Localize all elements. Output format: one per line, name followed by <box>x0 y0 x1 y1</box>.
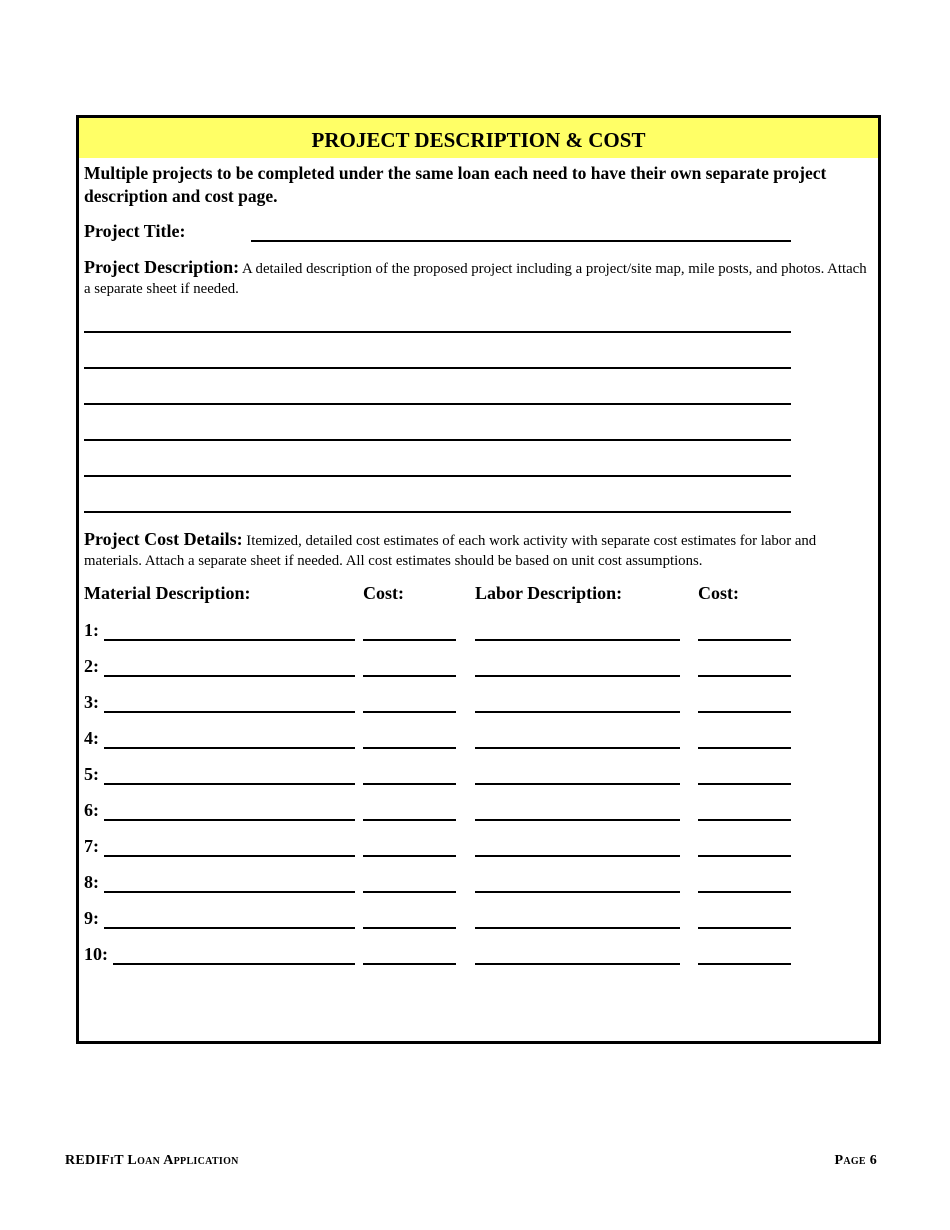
description-line[interactable] <box>84 403 791 405</box>
labor-cost-field[interactable] <box>698 639 791 641</box>
row-number: 9: <box>84 908 99 928</box>
material-cost-header: Cost: <box>363 583 404 603</box>
description-line[interactable] <box>84 475 791 477</box>
material-description-field[interactable] <box>104 819 355 821</box>
labor-description-field[interactable] <box>475 783 680 785</box>
material-description-field[interactable] <box>104 639 355 641</box>
material-cost-field[interactable] <box>363 783 456 785</box>
material-description-header: Material Description: <box>84 583 251 603</box>
labor-cost-field[interactable] <box>698 891 791 893</box>
material-description-field[interactable] <box>104 783 355 785</box>
material-cost-field[interactable] <box>363 963 456 965</box>
material-cost-field[interactable] <box>363 819 456 821</box>
labor-cost-field[interactable] <box>698 747 791 749</box>
row-number: 5: <box>84 764 99 784</box>
description-line[interactable] <box>84 331 791 333</box>
row-number: 10: <box>84 944 108 964</box>
labor-description-field[interactable] <box>475 747 680 749</box>
material-description-field[interactable] <box>104 747 355 749</box>
project-title-label: Project Title: <box>84 221 186 241</box>
labor-description-field[interactable] <box>475 927 680 929</box>
material-cost-field[interactable] <box>363 855 456 857</box>
labor-cost-field[interactable] <box>698 675 791 677</box>
labor-cost-field[interactable] <box>698 927 791 929</box>
intro-text: Multiple projects to be completed under the same loan each need to have their own separate project description and cost page. <box>84 163 827 206</box>
project-description-label: Project Description: <box>84 257 240 277</box>
labor-description-header: Labor Description: <box>475 583 623 603</box>
row-number: 1: <box>84 620 99 640</box>
description-line[interactable] <box>84 439 791 441</box>
labor-cost-field[interactable] <box>698 855 791 857</box>
form-title: PROJECT DESCRIPTION & COST <box>79 118 878 158</box>
material-description-field[interactable] <box>104 711 355 713</box>
project-title-field[interactable] <box>251 240 791 242</box>
project-cost-paragraph <box>84 529 874 571</box>
material-description-field[interactable] <box>104 855 355 857</box>
material-description-field[interactable] <box>104 927 355 929</box>
material-cost-field[interactable] <box>363 711 456 713</box>
material-cost-field[interactable] <box>363 927 456 929</box>
labor-cost-field[interactable] <box>698 711 791 713</box>
labor-cost-header: Cost: <box>698 583 739 603</box>
material-cost-field[interactable] <box>363 639 456 641</box>
labor-cost-field[interactable] <box>698 783 791 785</box>
project-description-paragraph <box>84 257 874 299</box>
labor-description-field[interactable] <box>475 675 680 677</box>
material-description-field[interactable] <box>113 963 355 965</box>
row-number: 2: <box>84 656 99 676</box>
material-description-field[interactable] <box>104 675 355 677</box>
material-cost-field[interactable] <box>363 675 456 677</box>
labor-description-field[interactable] <box>475 639 680 641</box>
row-number: 7: <box>84 836 99 856</box>
footer-page-number: Page 6 <box>834 1153 877 1168</box>
footer-application-name: REDIFiT Loan Application <box>65 1153 239 1168</box>
description-line[interactable] <box>84 511 791 513</box>
labor-description-field[interactable] <box>475 711 680 713</box>
labor-cost-field[interactable] <box>698 819 791 821</box>
row-number: 8: <box>84 872 99 892</box>
row-number: 3: <box>84 692 99 712</box>
row-number: 4: <box>84 728 99 748</box>
form-frame <box>76 115 881 1044</box>
description-line[interactable] <box>84 367 791 369</box>
labor-description-field[interactable] <box>475 963 680 965</box>
material-cost-field[interactable] <box>363 747 456 749</box>
labor-description-field[interactable] <box>475 891 680 893</box>
project-description-instructions: A detailed description of the proposed project including a project/site map, mile posts, and photos. Attach a separate sheet if needed. <box>84 261 867 297</box>
material-description-field[interactable] <box>104 891 355 893</box>
project-cost-instructions: Itemized, detailed cost estimates of each work activity with separate cost estimates for labor and materials. Attach a separate sheet if needed. All cost estimates should be based on unit cost assumptions. <box>84 533 817 569</box>
labor-description-field[interactable] <box>475 819 680 821</box>
row-number: 6: <box>84 800 99 820</box>
labor-description-field[interactable] <box>475 855 680 857</box>
material-cost-field[interactable] <box>363 891 456 893</box>
labor-cost-field[interactable] <box>698 963 791 965</box>
project-cost-label: Project Cost Details: <box>84 529 243 549</box>
